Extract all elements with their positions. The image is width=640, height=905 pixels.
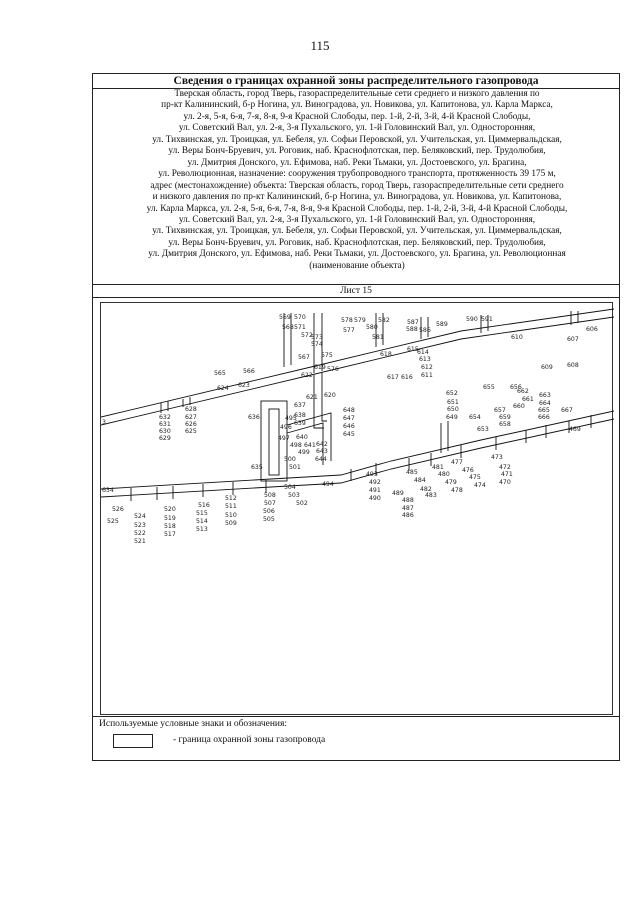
point-label-614: 614	[417, 349, 429, 356]
point-label-606: 606	[586, 326, 598, 333]
point-label-476: 476	[462, 467, 474, 474]
point-label-630: 630	[159, 428, 171, 435]
point-label-589: 589	[436, 321, 448, 328]
point-label-643: 643	[316, 448, 328, 455]
description-line: ул. Дмитрия Донского, ул. Ефимова, наб. Реки Тьмаки, ул. Достоевского, ул. Брагина,	[187, 157, 527, 168]
point-label-667: 667	[561, 407, 573, 414]
point-label-619: 619	[314, 364, 326, 371]
point-label-498: 498	[290, 442, 302, 449]
point-label-665: 665	[538, 407, 550, 414]
point-label-565: 565	[214, 370, 226, 377]
description-line: ул. Революционная, назначение: сооружения трубопроводного транспорта, протяженность 39 175 м,	[158, 169, 556, 180]
point-label-500: 500	[284, 456, 296, 463]
document-title: Сведения о границах охранной зоны распределительного газопровода	[93, 74, 619, 89]
point-label-516: 516	[198, 502, 210, 509]
point-label-474: 474	[474, 482, 486, 489]
point-label-641: 641	[304, 442, 316, 449]
point-label-650: 650	[447, 406, 459, 413]
point-label-523: 523	[134, 522, 146, 529]
point-label-572: 572	[301, 332, 313, 339]
point-label-475: 475	[469, 474, 481, 481]
point-label-617: 617	[387, 374, 399, 381]
point-label-647: 647	[343, 415, 355, 422]
point-label-587: 587	[407, 319, 419, 326]
description-line: ул. Тихвинская, ул. Троицкая, ул. Бебеля, ул. Софьи Перовской, ул. Учительская, ул. Циммервальдская,	[152, 226, 562, 237]
point-label-629: 629	[159, 435, 171, 442]
point-label-510: 510	[225, 512, 237, 519]
point-label-621: 621	[306, 394, 318, 401]
point-label-649: 649	[446, 414, 458, 421]
point-label-620: 620	[324, 392, 336, 399]
point-label-586: 586	[419, 327, 431, 334]
point-label-482: 482	[420, 486, 432, 493]
point-label-504: 504	[284, 484, 296, 491]
point-label-519: 519	[164, 515, 176, 522]
description-line: ул. Советский Вал, ул. 2-я, 3-я Пухальского, ул. 1-й Головинский Вал, ул. Односторонняя,	[178, 123, 536, 134]
point-label-568: 568	[282, 324, 294, 331]
point-label-503: 503	[288, 492, 300, 499]
point-label-526: 526	[112, 506, 124, 513]
point-label-3: 3	[102, 419, 106, 426]
point-label-515: 515	[196, 510, 208, 517]
point-label-655: 655	[483, 384, 495, 391]
point-label-626: 626	[185, 421, 197, 428]
point-label-631: 631	[159, 421, 171, 428]
point-label-635: 635	[251, 464, 263, 471]
point-label-578: 578	[341, 317, 353, 324]
description-line: пр-кт Калининский, б-р Ногина, ул. Виноградова, ул. Новикова, ул. Капитонова, ул. Карла Маркса,	[161, 100, 553, 111]
point-label-513: 513	[196, 526, 208, 533]
point-label-659: 659	[499, 414, 511, 421]
point-label-488: 488	[402, 497, 414, 504]
point-label-590: 590	[466, 316, 478, 323]
point-label-654: 654	[469, 414, 481, 421]
description-line: ул. Веры Бонч-Бруевич, ул. Роговик, наб. Краснофлотская, пер. Беляковский, пер. Трудолюбия,	[168, 237, 546, 248]
description-line: Тверская область, город Тверь, газораспределительные сети среднего и низкого давления по	[174, 89, 540, 99]
point-label-579: 579	[354, 317, 366, 324]
document-frame	[92, 73, 620, 761]
point-label-479: 479	[445, 479, 457, 486]
point-label-625: 625	[185, 428, 197, 435]
point-label-663: 663	[539, 392, 551, 399]
point-label-520: 520	[164, 506, 176, 513]
description-line: ул. Тихвинская, ул. Троицкая, ул. Бебеля, ул. Софьи Перовской, ул. Учительская, ул. Циммервальдская,	[152, 134, 562, 145]
point-label-575: 575	[321, 352, 333, 359]
point-label-664: 664	[539, 400, 551, 407]
point-label-491: 491	[369, 487, 381, 494]
point-label-499: 499	[298, 449, 310, 456]
point-label-615: 615	[407, 346, 419, 353]
point-label-582: 582	[378, 317, 390, 324]
point-label-608: 608	[567, 362, 579, 369]
point-label-616: 616	[401, 374, 413, 381]
point-label-622: 622	[301, 372, 313, 379]
page-number: 115	[310, 38, 330, 53]
point-label-618: 618	[380, 351, 392, 358]
point-label-580: 580	[366, 324, 378, 331]
point-label-627: 627	[185, 414, 197, 421]
point-label-493: 493	[366, 471, 378, 478]
point-label-662: 662	[517, 388, 529, 395]
point-label-494: 494	[322, 481, 334, 488]
zone-boundary-line	[101, 309, 614, 417]
point-label-477: 477	[451, 459, 463, 466]
point-label-576: 576	[327, 366, 339, 373]
point-label-502: 502	[296, 500, 308, 507]
point-label-512: 512	[225, 495, 237, 502]
point-label-624: 624	[217, 385, 229, 392]
point-label-657: 657	[494, 407, 506, 414]
point-label-640: 640	[296, 434, 308, 441]
point-label-642: 642	[316, 441, 328, 448]
point-label-481: 481	[432, 464, 444, 471]
point-label-507: 507	[264, 500, 276, 507]
point-label-611: 611	[421, 372, 433, 379]
point-label-609: 609	[541, 364, 553, 371]
point-label-637: 637	[294, 402, 306, 409]
description-line: ул. 2-я, 5-я, 6-я, 7-я, 8-я, 9-я Красной Слободы, пер. 1-й, 2-й, 3-й, 4-й Красной Слободы,	[183, 111, 531, 122]
point-label-492: 492	[369, 479, 381, 486]
point-label-508: 508	[264, 492, 276, 499]
point-label-496: 496	[280, 424, 292, 431]
point-label-588: 588	[406, 326, 418, 333]
point-label-514: 514	[196, 518, 208, 525]
point-label-495: 495	[285, 415, 297, 422]
point-label-485: 485	[406, 469, 418, 476]
boundary-map-drawing	[101, 303, 614, 716]
point-label-656: 656	[510, 384, 522, 391]
point-label-607: 607	[567, 336, 579, 343]
point-label-486: 486	[402, 512, 414, 519]
description-line: ул. Веры Бонч-Бруевич, ул. Роговик, наб. Краснофлотская, пер. Беляковский, пер. Трудолюбия,	[168, 146, 546, 157]
point-label-666: 666	[538, 414, 550, 421]
point-label-573: 573	[311, 334, 323, 341]
point-label-522: 522	[134, 530, 146, 537]
zone-boundary-line	[314, 375, 324, 428]
point-label-570: 570	[294, 314, 306, 321]
point-label-574: 574	[311, 341, 323, 348]
point-label-610: 610	[511, 334, 523, 341]
point-label-473: 473	[491, 454, 503, 461]
point-label-566: 566	[243, 368, 255, 375]
point-label-636: 636	[248, 414, 260, 421]
point-label-511: 511	[225, 503, 237, 510]
point-label-472: 472	[499, 464, 511, 471]
description-line: ул. Дмитрия Донского, ул. Ефимова, наб. Реки Тьмаки, ул. Достоевского, ул. Брагина, ул. Революционная	[148, 249, 566, 260]
point-label-497: 497	[278, 435, 290, 442]
point-label-648: 648	[343, 407, 355, 414]
description-line: ул. Карла Маркса, ул. 2-я, 5-я, 6-я, 7-я, 8-я, 9-я Красной Слободы, пер. 1-й, 2-й, 3-й, 4-й Красной Слободы,	[146, 203, 568, 214]
point-label-634: 634	[102, 487, 114, 494]
point-label-470: 470	[499, 479, 511, 486]
point-label-505: 505	[263, 516, 275, 523]
point-label-480: 480	[438, 471, 450, 478]
point-label-591: 591	[481, 316, 493, 323]
point-label-652: 652	[446, 390, 458, 397]
point-label-644: 644	[315, 456, 327, 463]
point-label-521: 521	[134, 538, 146, 545]
sheet-label: Лист 15	[93, 284, 619, 298]
point-label-660: 660	[513, 403, 525, 410]
point-label-623: 623	[238, 382, 250, 389]
point-label-518: 518	[164, 523, 176, 530]
point-label-490: 490	[369, 495, 381, 502]
point-label-581: 581	[372, 334, 384, 341]
point-label-645: 645	[343, 431, 355, 438]
point-label-613: 613	[419, 356, 431, 363]
legend-separator	[93, 716, 619, 717]
legend-title: Используемые условные знаки и обозначения:	[99, 719, 288, 729]
point-label-509: 509	[225, 520, 237, 527]
point-label-612: 612	[421, 364, 433, 371]
point-label-639: 639	[294, 420, 306, 427]
description-line: и низкого давления по пр-кт Калининский, б-р Ногина, ул. Виноградова, ул. Новикова, ул. Капитонова,	[152, 192, 562, 203]
point-label-646: 646	[343, 423, 355, 430]
legend-zone-boundary-symbol	[113, 734, 153, 748]
point-label-661: 661	[522, 396, 534, 403]
point-label-506: 506	[263, 508, 275, 515]
boundary-map	[100, 302, 613, 715]
legend-zone-boundary-text: - граница охранной зоны газопровода	[173, 735, 326, 745]
point-label-469: 469	[569, 426, 581, 433]
point-label-638: 638	[294, 412, 306, 419]
point-label-471: 471	[501, 471, 513, 478]
point-label-628: 628	[185, 406, 197, 413]
point-label-567: 567	[298, 354, 310, 361]
zone-boundary-line	[269, 409, 279, 475]
object-name-caption: (наименование объекта)	[309, 260, 405, 271]
point-label-483: 483	[425, 492, 437, 499]
point-label-632: 632	[159, 414, 171, 421]
description-line: адрес (местонахождение) объекта: Тверская область, город Тверь, газораспределительные сети среднего	[150, 180, 564, 191]
point-label-571: 571	[294, 324, 306, 331]
point-label-658: 658	[499, 421, 511, 428]
point-label-524: 524	[134, 513, 146, 520]
point-label-484: 484	[414, 477, 426, 484]
point-label-651: 651	[447, 399, 459, 406]
point-label-525: 525	[107, 518, 119, 525]
point-label-487: 487	[402, 505, 414, 512]
object-description	[97, 89, 617, 285]
point-label-569: 569	[279, 314, 291, 321]
point-label-653: 653	[477, 426, 489, 433]
point-label-517: 517	[164, 531, 176, 538]
point-label-501: 501	[289, 464, 301, 471]
point-label-478: 478	[451, 487, 463, 494]
zone-boundary-line	[101, 411, 614, 489]
description-line: ул. Советский Вал, ул. 2-я, 3-я Пухальского, ул. 1-й Головинский Вал, ул. Односторонняя,	[178, 214, 536, 225]
zone-boundary-line	[101, 419, 614, 497]
point-label-489: 489	[392, 490, 404, 497]
point-label-577: 577	[343, 327, 355, 334]
